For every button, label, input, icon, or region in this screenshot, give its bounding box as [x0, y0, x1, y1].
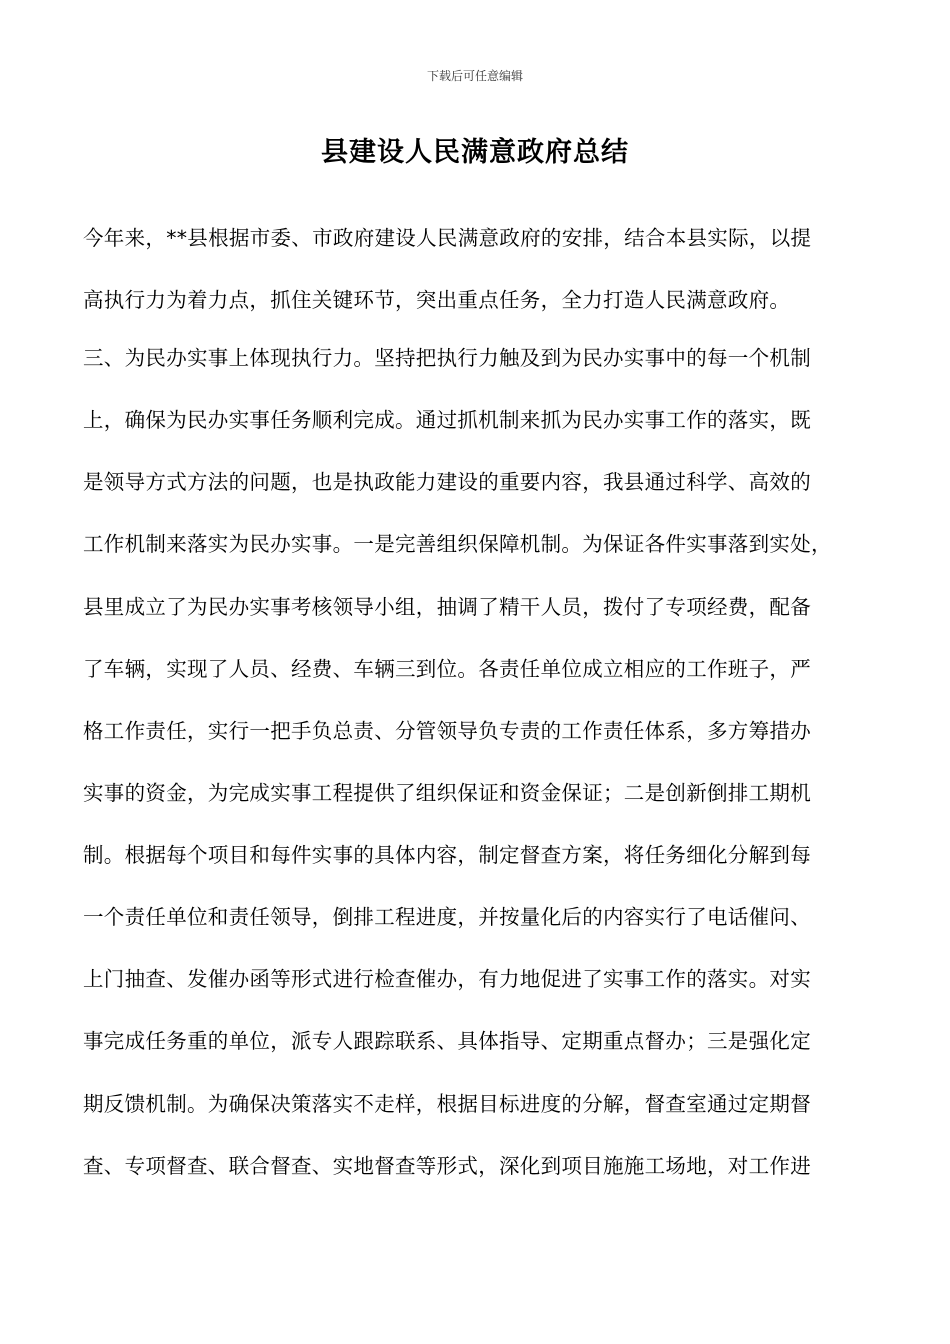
- body-line: 是领导方式方法的问题，也是执政能力建设的重要内容，我县通过科学、高效的: [83, 470, 811, 494]
- body-line: 高执行力为着力点，抓住关键环节，突出重点任务，全力打造人民满意政府。: [83, 288, 791, 312]
- body-line: 事完成任务重的单位，派专人跟踪联系、具体指导、定期重点督办；三是强化定: [83, 1029, 811, 1053]
- header-note: 下载后可任意编辑: [426, 69, 523, 83]
- document-title: 县建设人民满意政府总结: [321, 137, 629, 168]
- body-line: 实事的资金，为完成实事工程提供了组织保证和资金保证；二是创新倒排工期机: [83, 781, 811, 805]
- body-line: 上，确保为民办实事任务顺利完成。通过抓机制来抓为民办实事工作的落实，既: [83, 408, 811, 432]
- body-line: 县里成立了为民办实事考核领导小组，抽调了精干人员，拨付了专项经费，配备: [83, 595, 811, 619]
- body-line: 一个责任单位和责任领导，倒排工程进度，并按量化后的内容实行了电话催问、: [83, 905, 811, 929]
- body-line: 期反馈机制。为确保决策落实不走样，根据目标进度的分解，督查室通过定期督: [83, 1092, 811, 1116]
- body-line: 查、专项督查、联合督查、实地督查等形式，深化到项目施施工场地，对工作进: [83, 1154, 811, 1178]
- body-line: 格工作责任，实行一把手负总责、分管领导负专责的工作责任体系，多方筹措办: [83, 719, 811, 743]
- body-line: 三、为民办实事上体现执行力。坚持把执行力触及到为民办实事中的每一个机制: [83, 346, 811, 370]
- body-line: 工作机制来落实为民办实事。一是完善组织保障机制。为保证各件实事落到实处，: [83, 532, 832, 556]
- body-line: 了车辆，实现了人员、经费、车辆三到位。各责任单位成立相应的工作班子，严: [83, 657, 811, 681]
- body-line: 制。根据每个项目和每件实事的具体内容，制定督查方案，将任务细化分解到每: [83, 843, 811, 867]
- body-line: 今年来，**县根据市委、市政府建设人民满意政府的安排，结合本县实际，以提: [83, 226, 812, 250]
- body-line: 上门抽查、发催办函等形式进行检查催办，有力地促进了实事工作的落实。对实: [83, 967, 811, 991]
